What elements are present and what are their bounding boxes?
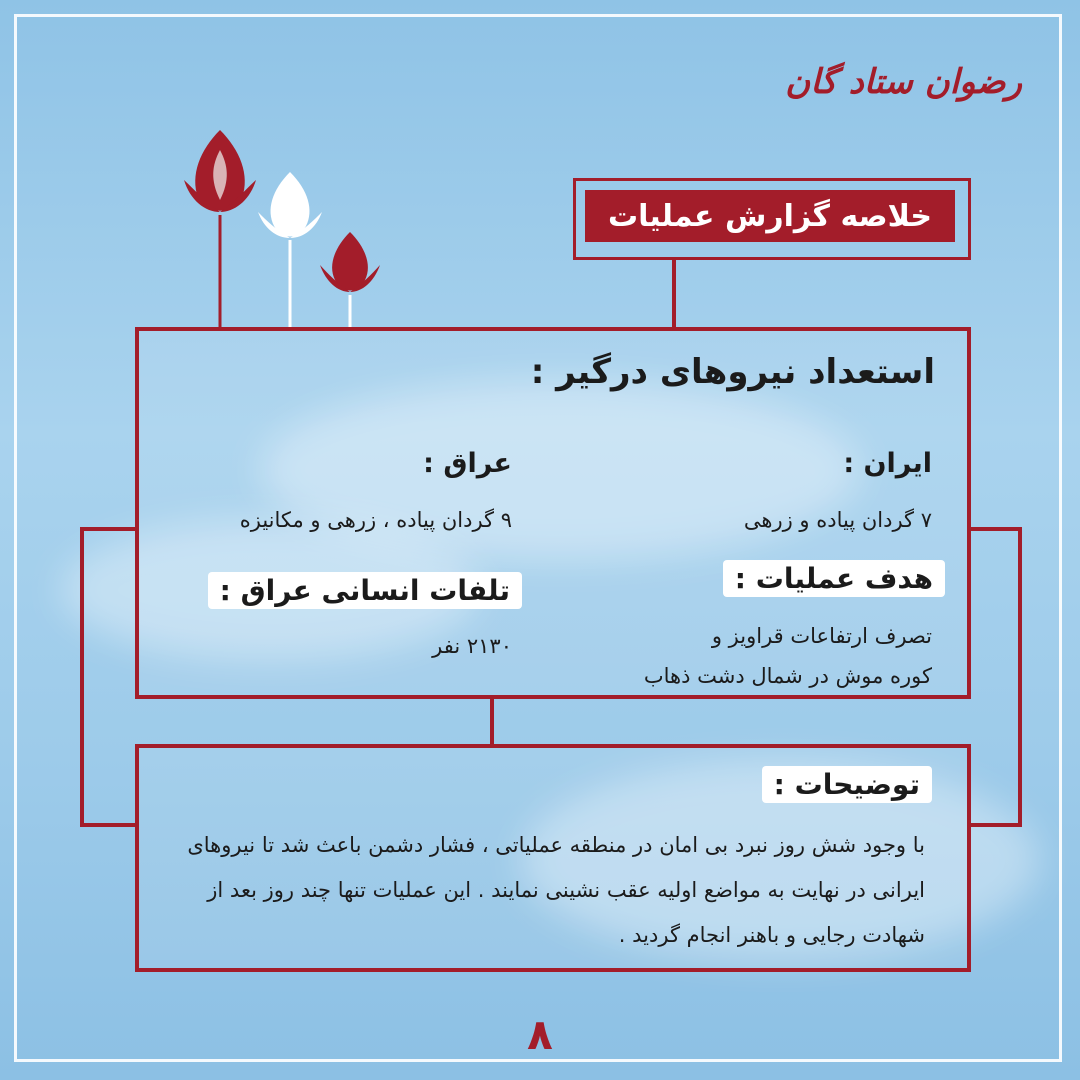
casualties-value: ۲۱۳۰ نفر: [432, 634, 512, 658]
iran-label: ایران :: [843, 448, 932, 479]
logo: رضوان ستاد گان: [785, 62, 1022, 102]
iraq-value: ۹ گردان پیاده ، زرهی و مکانیزه: [239, 508, 512, 532]
iran-value: ۷ گردان پیاده و زرهی: [743, 508, 932, 532]
goal-label: هدف عملیات :: [723, 560, 945, 597]
page-number: ۸: [527, 1010, 553, 1059]
casualties-label: تلفات انسانی عراق :: [208, 572, 522, 609]
notes-label: توضیحات :: [762, 766, 932, 803]
iraq-label: عراق :: [423, 448, 512, 479]
white-flower-icon: [258, 172, 322, 330]
side-bracket-right: [968, 527, 1022, 827]
side-bracket-left: [80, 527, 138, 827]
flowers-decoration: [170, 120, 400, 330]
goal-line-2: کوره موش در شمال دشت ذهاب: [643, 664, 932, 688]
connector-line: [672, 258, 676, 330]
connector-line: [490, 696, 494, 746]
notes-body: با وجود شش روز نبرد بی امان در منطقه عملیاتی ، فشار دشمن باعث شد تا نیروهای ایرانی در نهایت به مواضع اولیه عقب نشینی نمایند . این عملیات تنها چند روز بعد از شهادت رجایی و باهنر انجام گردید .: [187, 833, 925, 947]
goal-line-1: تصرف ارتفاعات قراویز و: [711, 624, 932, 648]
red-flower-icon: [184, 130, 256, 330]
red-flower-icon: [320, 232, 380, 330]
page-title: خلاصه گزارش عملیات: [585, 190, 955, 242]
forces-heading: استعداد نیروهای درگیر :: [530, 352, 935, 392]
